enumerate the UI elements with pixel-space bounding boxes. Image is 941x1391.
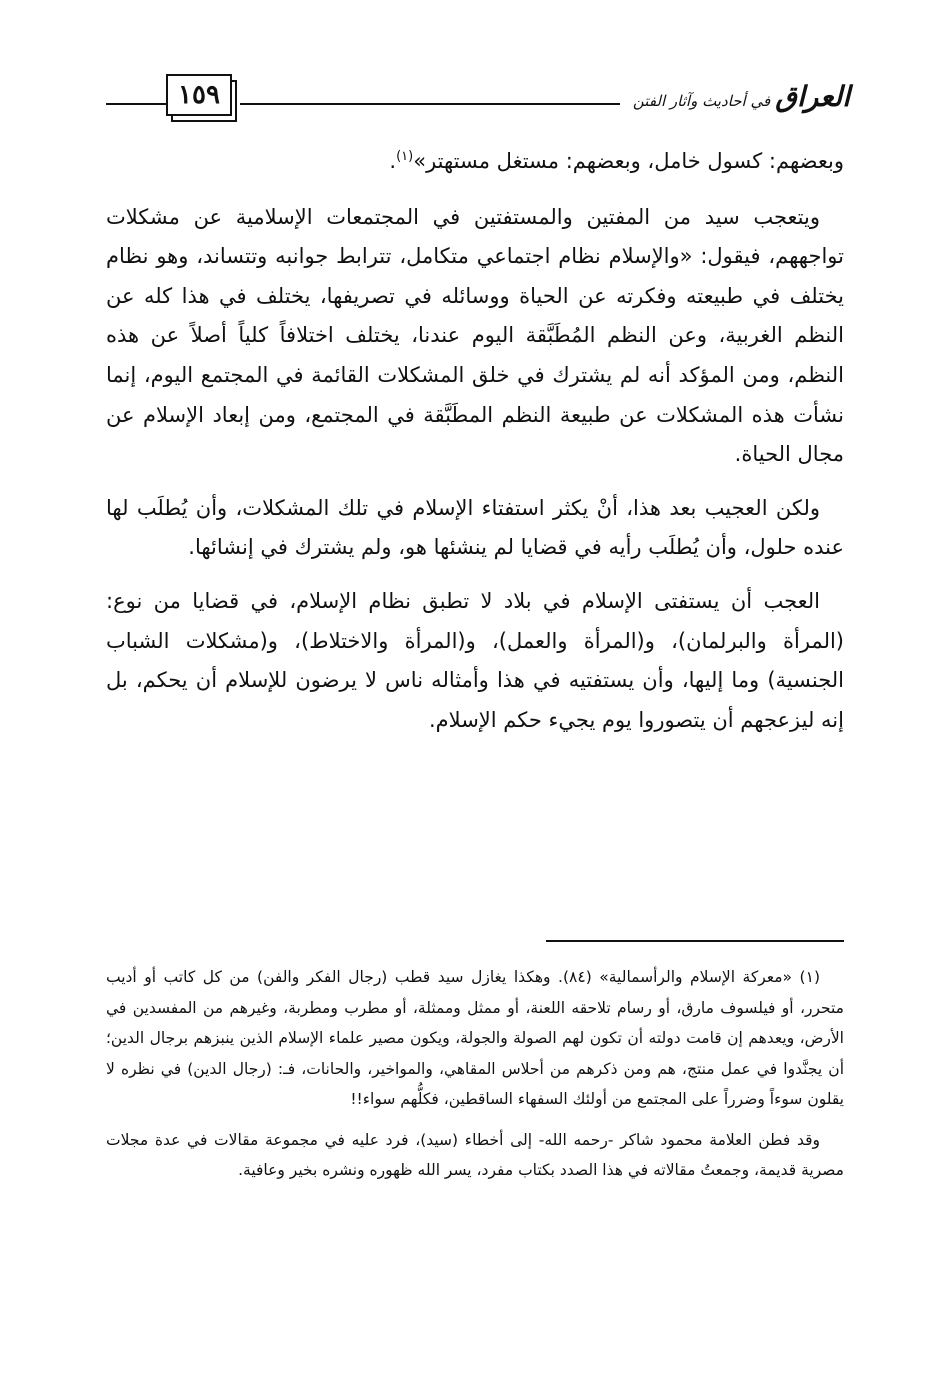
page-header <box>0 0 941 130</box>
page-number-box <box>166 74 236 120</box>
footnote-separator <box>546 940 844 942</box>
page-number: ١٥٩ <box>166 74 232 116</box>
book-title-main: العراق <box>775 80 850 113</box>
header-rule-left <box>106 103 166 105</box>
paragraph-3: ولكن العجيب بعد هذا، أنْ يكثر استفتاء الإسلام في تلك المشكلات، وأن يُطلَب لها عنده حلول، وأن يُطلَب رأيه في قضايا لم ينشئها هو، ولم يشترك في إنشائها. <box>106 495 844 560</box>
running-title <box>620 80 850 113</box>
footnote-reference: (١) <box>396 149 414 164</box>
paragraph-4: العجب أن يستفتى الإسلام في بلاد لا تطبق نظام الإسلام، في قضايا من نوع: (المرأة والبرلمان)، و(المرأة والعمل)، و(المرأة والاختلاط)، و(مشكلات الشباب الجنسية) وما إليها، وأن يستفتيه في هذا وأمثاله ناس لا يرضون للإسلام أن يحكم، بل إنه ليزعجهم أن يتصوروا يوم يجيء حكم الإسلام. <box>106 588 844 732</box>
footnote-1: (١) «معركة الإسلام والرأسمالية» (٨٤). وهكذا يغازل سيد قطب (رجال الفكر والفن) من كل كاتب أو أديب متحرر، أو فيلسوف مارق، أو رسام تلاحقه اللعنة، أو ممثل وممثلة، أو مطرب ومطربة، وغيرهم من المفسدين في الأرض، ويعدهم إن قامت دولته أن تكون لهم الصولة والجولة، ويكون مصير علماء الإسلام الذين ينبزهم برجال الدين؛ أن يجنَّدوا في عمل منتج، هم ومن ذكرهم من أحلاس المقاهي، والمواخير، والحانات، فـ: (رجال الدين) في نظره لا يقلون سوءاً وضرراً على المجتمع من أولئك السفهاء الساقطين، فكلُّهم سواء!! <box>106 968 844 1108</box>
paragraph-2: ويتعجب سيد من المفتين والمستفتين في المجتمعات الإسلامية عن مشكلات تواجههم، فيقول: «والإسلام نظام اجتماعي متكامل، تترابط جوانبه وتتساند، وهو نظام يختلف في طبيعته وفكرته عن الحياة ووسائله في تصريفها، يختلف في هذا كله عن النظم الغربية، وعن النظم المُطَبَّقة اليوم عندنا، يختلف اختلافاً كلياً أصلاً عن هذه النظم، ومن المؤكد أنه لم يشترك في خلق المشكلات القائمة في المجتمع اليوم، إنما نشأت هذه المشكلات عن طبيعة النظم المطَبَّقة في المجتمع، ومن إبعاد الإسلام عن مجال الحياة. <box>106 204 844 467</box>
header-rule-right <box>240 103 620 105</box>
footnotes <box>106 962 844 1196</box>
footnote-note: وقد فطن العلامة محمود شاكر -رحمه الله- إلى أخطاء (سيد)، فرد عليه في مجموعة مقالات في عدة مجلات مصرية قديمة، وجمعتُ مقالاته في هذا الصدد بكتاب مفرد، يسر الله ظهوره ونشره بخير وعافية. <box>106 1130 844 1179</box>
main-text <box>106 142 844 754</box>
paragraph-1 <box>106 142 844 182</box>
book-title-sub: في أحاديث وآثار الفتن <box>632 92 771 110</box>
paragraph-1-tail: . <box>389 149 397 173</box>
paragraph-1-text: وبعضهم: كسول خامل، وبعضهم: مستغل مستهتر» <box>413 149 844 173</box>
